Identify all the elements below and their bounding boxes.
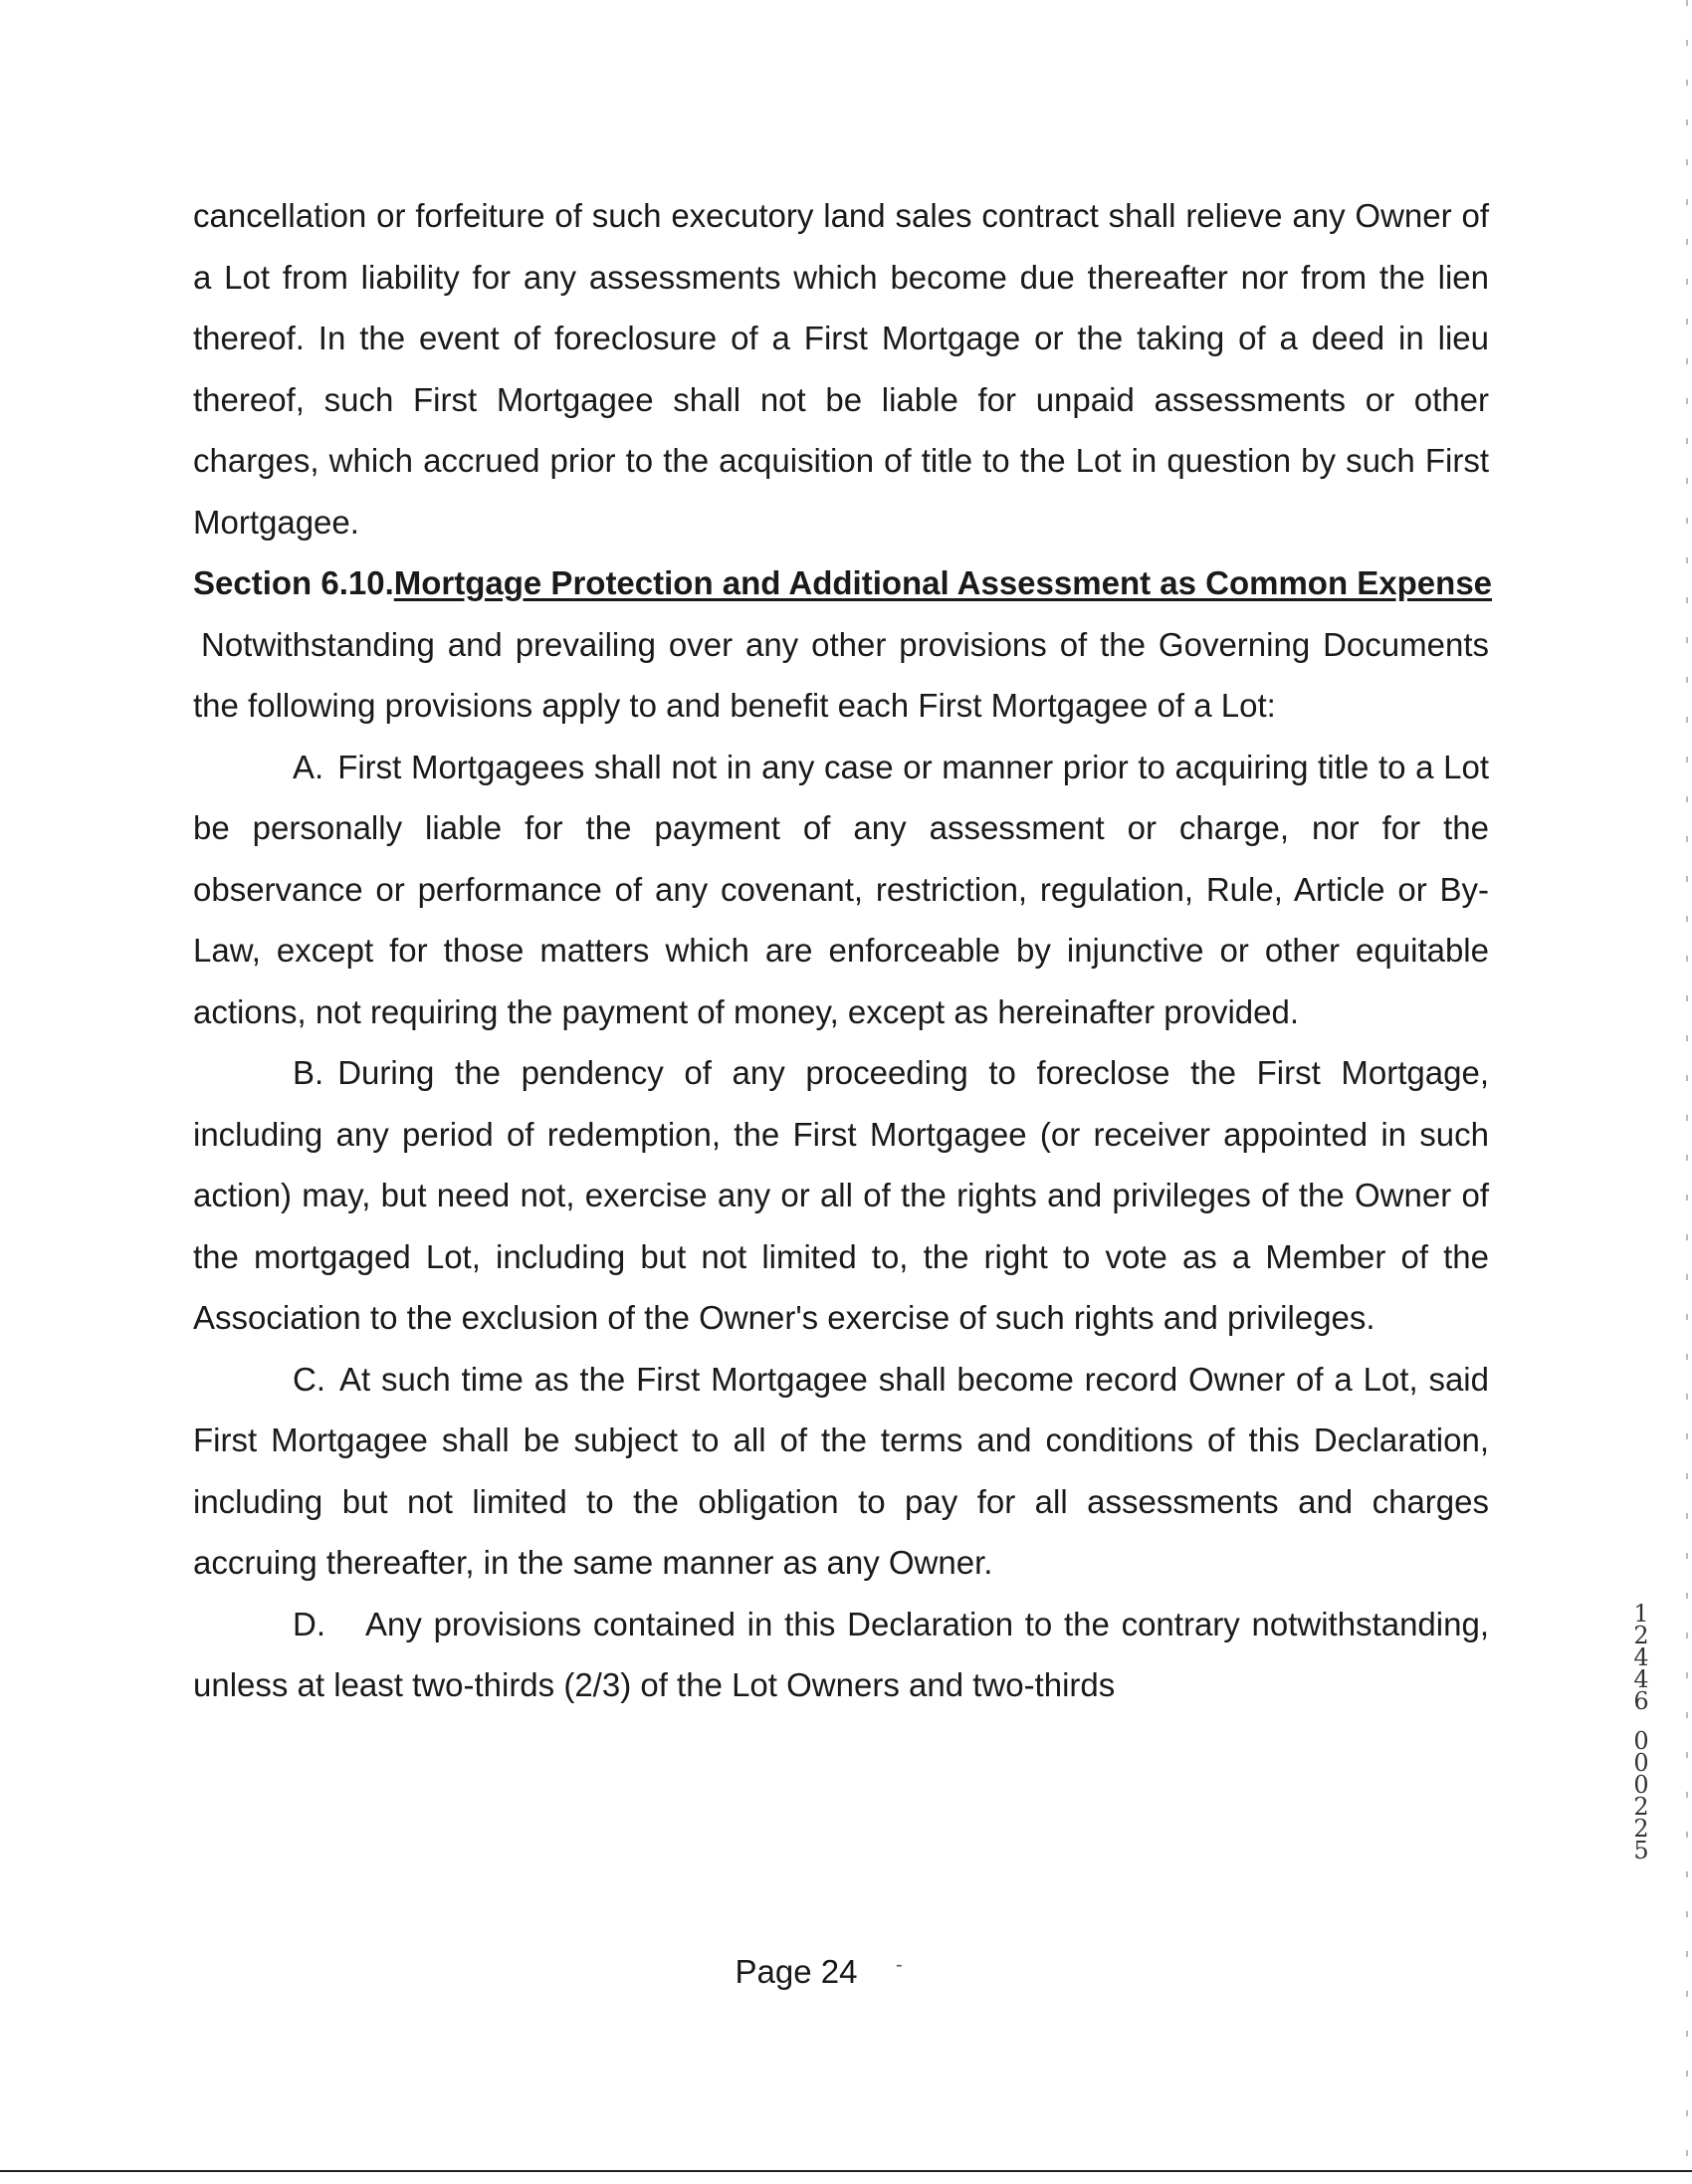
subsection-c-text: At such time as the First Mortgagee shall become record Owner of a Lot, said First Mortgagee shall be subject to all of the terms and conditions of this Declaration, including but not limited to the obligation to pay for all assessments and charges accruing thereafter, in the same manner as any Owner.	[193, 1360, 1489, 1581]
subsection-b-text: During the pendency of any proceeding to foreclose the First Mortgage, including any period of redemption, the First Mortgagee (or receiver appointed in such action) may, but need not, exercise any or all of the rights and privileges of the Owner of the mortgaged Lot, including but not limited to, the right to vote as a Member of the Association to the exclusion of the Owner's exercise of such rights and privileges.	[193, 1054, 1489, 1336]
stamp-digit: 2	[1633, 1622, 1649, 1649]
section-heading	[193, 552, 1493, 614]
scan-edge-right	[1686, 0, 1688, 2184]
stamp-digit: 1	[1633, 1600, 1649, 1628]
stamp-digit: 0	[1633, 1771, 1649, 1799]
scan-edge-bottom	[0, 2170, 1692, 2172]
stamp-digit: 0	[1633, 1749, 1649, 1777]
page-mark: -	[896, 1954, 903, 1976]
stamp-digit: 5	[1633, 1837, 1649, 1864]
subsection-d-text: Any provisions contained in this Declaration to the contrary notwithstanding, unless at least two-thirds (2/3) of the Lot Owners and two-thirds	[193, 1605, 1489, 1703]
subsection-a-lead: A.	[293, 748, 324, 785]
subsection-d	[193, 1594, 1489, 1716]
stamp-digit: 4	[1633, 1665, 1649, 1693]
subsection-a-text: First Mortgagees shall not in any case or manner prior to acquiring title to a Lot be personally liable for the payment of any assessment or charge, nor for the observance or performance of any covenant, restriction, regulation, Rule, Article or By-Law, except for those matters which are enforceable by injunctive or other equitable actions, not requiring the payment of money, except as hereinafter provided.	[193, 748, 1489, 1030]
stamp-digit: 0	[1633, 1727, 1649, 1755]
stamp-digit: 2	[1633, 1793, 1649, 1821]
continued-paragraph: cancellation or forfeiture of such executory land sales contract shall relieve any Owner of a Lot from liability for any assessments which become due thereafter nor from the lien thereof. In the event of foreclosure of a First Mortgage or the taking of a deed in lieu thereof, such First Mortgagee shall not be liable for unpaid assessments or other charges, which accrued prior to the acquisition of title to the Lot in question by such First Mortgagee.	[193, 197, 1489, 541]
subsection-c	[193, 1349, 1489, 1594]
subsection-b	[193, 1042, 1489, 1349]
section-intro: Notwithstanding and prevailing over any other provisions of the Governing Documents the following provisions apply to and benefit each First Mortgagee of a Lot:	[193, 625, 1489, 724]
stamp-digit: 6	[1633, 1687, 1649, 1715]
stamp-digit: 2	[1633, 1815, 1649, 1843]
section-title: Mortgage Protection and Additional Assessment as Common Expense	[393, 564, 1493, 601]
subsection-a	[193, 737, 1489, 1043]
recording-stamp	[1630, 1600, 1652, 1864]
subsection-d-lead: D.	[293, 1605, 325, 1642]
subsection-b-lead: B.	[293, 1054, 324, 1091]
page-number: Page 24	[735, 1953, 858, 1990]
section-number: Section 6.10.	[193, 564, 394, 601]
subsection-c-lead: C.	[293, 1360, 325, 1398]
document-body	[193, 185, 1493, 1716]
stamp-digit: 4	[1633, 1643, 1649, 1671]
